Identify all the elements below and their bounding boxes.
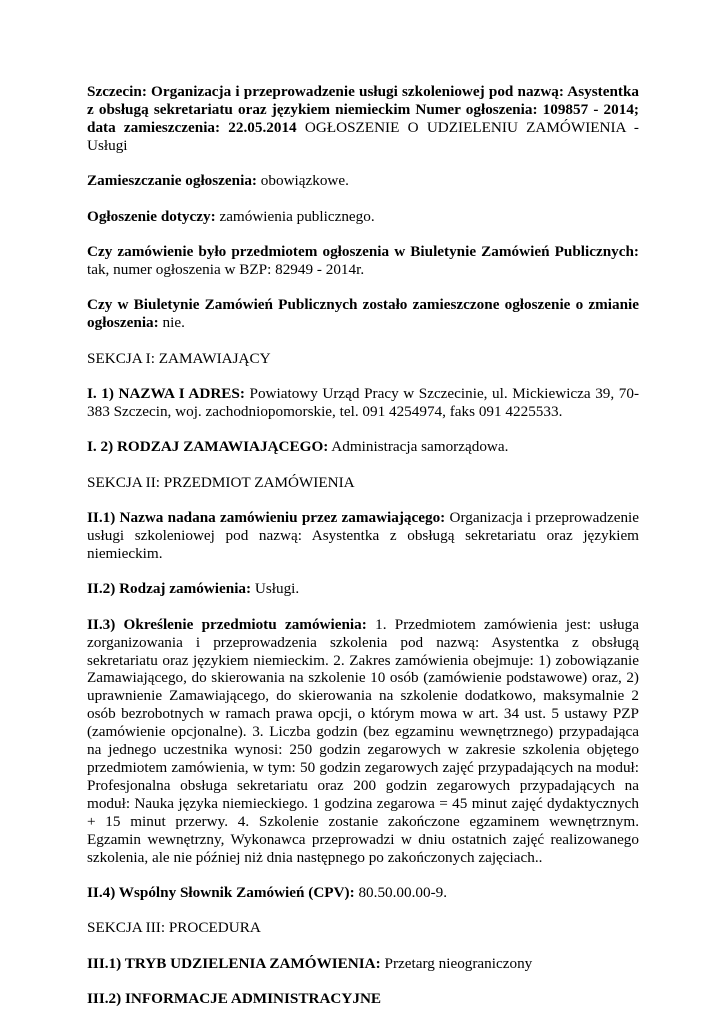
field-label: I. 1) NAZWA I ADRES: xyxy=(87,384,245,402)
field-value: Powiatowy Urząd Pracy w Szczecinie, ul. Mickiewicza 39, 70-383 Szczecin, woj. zachodniopomorskie, tel. 091 4254974, faks 091 4225533. xyxy=(87,384,640,420)
section-3-info xyxy=(87,990,639,1008)
section-3-heading: SEKCJA III: PROCEDURA xyxy=(87,919,261,937)
field-value: 80.50.00.00-9. xyxy=(354,883,448,901)
section-2-heading: SEKCJA II: PRZEDMIOT ZAMÓWIENIA xyxy=(87,473,355,491)
field-value: zamówienia publicznego. xyxy=(215,207,375,225)
field-biuletyn xyxy=(87,243,639,279)
field-label: II.4) Wspólny Słownik Zamówień (CPV): xyxy=(87,883,355,901)
document-body xyxy=(87,83,639,1026)
field-value: Usługi. xyxy=(251,580,300,598)
field-label: I. 2) RODZAJ ZAMAWIAJĄCEGO: xyxy=(87,438,329,456)
field-zamieszczanie xyxy=(87,172,639,190)
field-label: II.2) Rodzaj zamówienia: xyxy=(87,580,252,598)
field-label: III.2) INFORMACJE ADMINISTRACYJNE xyxy=(87,990,382,1008)
field-value: obowiązkowe. xyxy=(256,172,349,190)
header-title-bold: Szczecin: Organizacja i przeprowadzenie usługi szkoleniowej pod nazwą: Asystentka z obsługą sekretariatu oraz językiem niemieckim Numer ogłoszenia: 109857 - 2014; data zamieszczenia: 22.05.2014 xyxy=(87,83,639,136)
document-header xyxy=(87,83,639,155)
section-2-cpv xyxy=(87,884,639,902)
header-title-rest: OGŁOSZENIE O UDZIELENIU ZAMÓWIENIA - Usługi xyxy=(87,118,639,154)
field-value: tak, numer ogłoszenia w BZP: 82949 - 2014r. xyxy=(87,260,365,278)
field-value: Przetarg nieograniczony xyxy=(380,954,533,972)
section-1-nazwa xyxy=(87,385,639,421)
section-2-nazwa xyxy=(87,509,639,563)
field-label: II.3) Określenie przedmiotu zamówienia: xyxy=(87,615,367,633)
section-2-rodzaj xyxy=(87,580,639,598)
field-label: Czy zamówienie było przedmiotem ogłoszenia w Biuletynie Zamówień Publicznych: xyxy=(87,242,639,260)
field-dotyczy xyxy=(87,208,639,226)
field-zmiana xyxy=(87,296,639,332)
field-label: Czy w Biuletynie Zamówień Publicznych zostało zamieszczone ogłoszenie o zmianie ogłoszenia: xyxy=(87,296,639,332)
section-2-okreslenie xyxy=(87,616,639,867)
field-label: Ogłoszenie dotyczy: xyxy=(87,207,216,225)
section-3-tryb xyxy=(87,955,639,973)
field-label: Zamieszczanie ogłoszenia: xyxy=(87,172,257,190)
field-value: 1. Przedmiotem zamówienia jest: usługa zorganizowania i przeprowadzenia szkolenia pod nazwą: Asystentka z obsługą sekretariatu oraz językiem niemieckim. 2. Zakres zamówienia obejmuje: 1) zobowiązanie Zamawiającego, do skierowania na szkolenie 10 osób (zamówienie podstawowe) oraz, 2) uprawnienie Zamawiającego, do skierowania na szkolenie dodatkowo, maksymalnie 2 osób bezrobotnych w ramach prawa opcji, o którym mowa w art. 34 ust. 5 ustawy PZP (zamówienie opcjonalne). 3. Liczba godzin (bez egzaminu wewnętrznego) przypadająca na jednego uczestnika wynosi: 250 godzin zegarowych w zakresie szkolenia objętego przedmiotem zamówienia, w tym: 50 godzin zegarowych zajęć przypadających na moduł: Profesjonalna obsługa sekretariatu oraz 200 godzin zegarowych przypadających na moduł: Nauka języka niemieckiego. 1 godzina zegarowa = 45 minut zajęć dydaktycznych + 15 minut przerwy. 4. Szkolenie zostanie zakończone egzaminem wewnętrznym. Egzamin wewnętrzny, Wykonawca przeprowadzi w dniu ostatnich zajęć realizowanego szkolenia, ale nie później niż dnia następnego po zakończonych zajęciach.. xyxy=(87,615,639,866)
field-value: nie. xyxy=(158,314,185,332)
section-1-heading: SEKCJA I: ZAMAWIAJĄCY xyxy=(87,349,271,367)
field-label: II.1) Nazwa nadana zamówieniu przez zamawiającego: xyxy=(87,509,446,527)
section-1-rodzaj xyxy=(87,438,639,456)
field-label: III.1) TRYB UDZIELENIA ZAMÓWIENIA: xyxy=(87,954,381,972)
field-value: Administracja samorządowa. xyxy=(328,438,509,456)
field-value: Organizacja i przeprowadzenie usługi szkoleniowej pod nazwą: Asystentka z obsługą sekretariatu oraz językiem niemieckim. xyxy=(87,509,639,562)
